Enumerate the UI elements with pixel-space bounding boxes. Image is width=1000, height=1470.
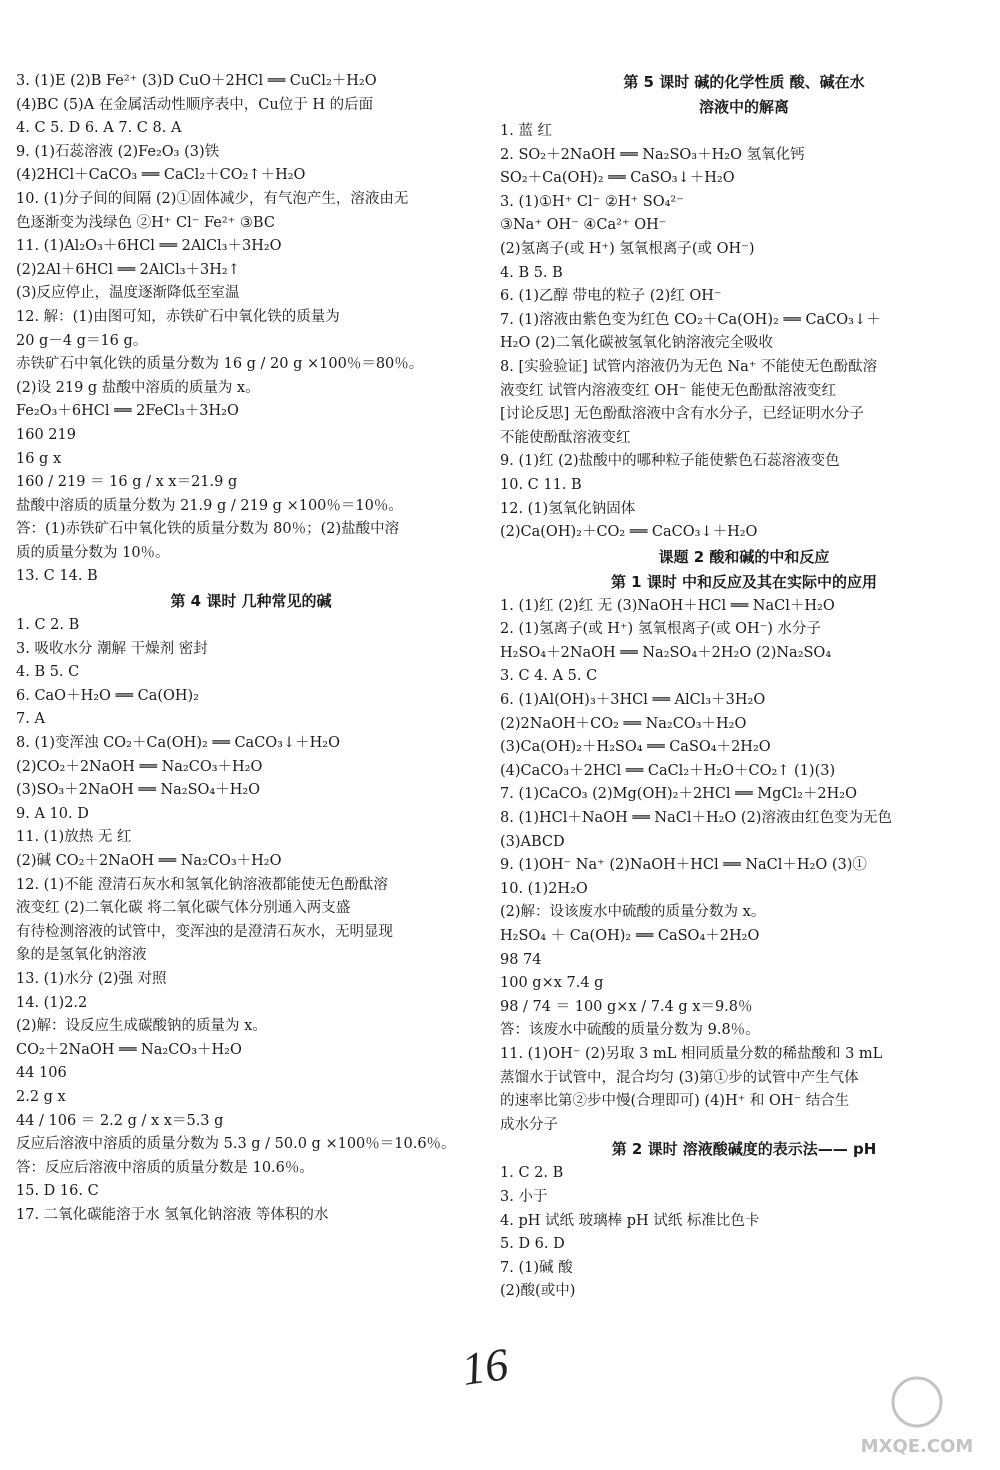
- answer-line: 10. (1)2H₂O: [500, 880, 588, 897]
- answer-line: 1. C 2. B: [16, 617, 80, 634]
- answer-line: 8. (1)HCl＋NaOH ══ NaCl＋H₂O (2)溶液由红色变为无色: [500, 810, 892, 827]
- section-heading: 溶液中的解离: [698, 98, 789, 116]
- answer-line: (3)SO₃＋2NaOH ══ Na₂SO₄＋H₂O: [16, 782, 261, 799]
- left-column: [16, 70, 486, 1228]
- answer-line: 12. 解：(1)由图可知，赤铁矿石中氧化铁的质量为: [16, 308, 340, 325]
- answer-line: 98 / 74 ＝ 100 g×x / 7.4 g x＝9.8％: [500, 998, 753, 1015]
- answer-line: 3. 小于: [500, 1188, 548, 1205]
- answer-line: (2)2Al＋6HCl ══ 2AlCl₃＋3H₂↑: [16, 261, 240, 278]
- answer-line: 不能使酚酞溶液变红: [500, 429, 631, 446]
- answer-line: (4)BC (5)A 在金属活动性顺序表中，Cu位于 H 的后面: [16, 96, 374, 113]
- answer-line: (4)2HCl＋CaCO₃ ══ CaCl₂＋CO₂↑＋H₂O: [16, 167, 306, 184]
- answer-line: 3. C 4. A 5. C: [500, 668, 598, 685]
- answer-line: (2)Ca(OH)₂＋CO₂ ══ CaCO₃↓＋H₂O: [500, 524, 758, 541]
- answer-line: 答：(1)赤铁矿石中氧化铁的质量分数为 80％；(2)盐酸中溶: [16, 521, 400, 538]
- answer-line: 9. (1)红 (2)盐酸中的哪种粒子能使紫色石蕊溶液变色: [500, 453, 840, 470]
- answer-line: H₂SO₄＋2NaOH ══ Na₂SO₄＋2H₂O (2)Na₂SO₄: [500, 644, 832, 661]
- answer-line: 12. (1)不能 澄清石灰水和氢氧化钠溶液都能使无色酚酞溶: [16, 876, 388, 893]
- answer-line: 10. (1)分子间的间隔 (2)①固体减少，有气泡产生，溶液由无: [16, 190, 409, 207]
- answer-line: 色逐渐变为浅绿色 ②H⁺ Cl⁻ Fe²⁺ ③BC: [16, 214, 275, 231]
- answer-line: 4. pH 试纸 玻璃棒 pH 试纸 标准比色卡: [500, 1212, 760, 1229]
- answer-line: 3. (1)E (2)B Fe²⁺ (3)D CuO＋2HCl ══ CuCl₂＋H₂O: [16, 73, 377, 89]
- answer-line: 11. (1)放热 无 红: [16, 829, 132, 846]
- watermark-circle: [893, 1378, 941, 1426]
- answer-line: (4)CaCO₃＋2HCl ══ CaCl₂＋H₂O＋CO₂↑ (1)(3): [500, 762, 836, 779]
- answer-line: 1. C 2. B: [500, 1165, 564, 1182]
- answer-line: 160 / 219 ＝ 16 g / x x＝21.9 g: [16, 474, 238, 491]
- answer-line: 15. D 16. C: [16, 1183, 99, 1200]
- answer-line: 100 g×x 7.4 g: [500, 975, 604, 992]
- answer-line: 液变红 (2)二氧化碳 将二氧化碳气体分别通入两支盛: [16, 900, 351, 917]
- answer-line: 5. D 6. D: [500, 1236, 565, 1253]
- answer-line: 象的是氢氧化钠溶液: [16, 947, 147, 964]
- answer-line: 12. (1)氢氧化钠固体: [500, 500, 636, 517]
- answer-line: (3)反应停止，温度逐渐降低至室温: [16, 285, 240, 302]
- answer-line: 11. (1)OH⁻ (2)另取 3 mL 相同质量分数的稀盐酸和 3 mL: [500, 1045, 883, 1062]
- watermark-text: MXQE.COM: [860, 1436, 974, 1457]
- answer-line: (2)碱 CO₂＋2NaOH ══ Na₂CO₃＋H₂O: [16, 853, 282, 869]
- answer-line: 3. 吸收水分 潮解 干燥剂 密封: [16, 640, 208, 657]
- answer-line: 44 / 106 ＝ 2.2 g / x x＝5.3 g: [16, 1112, 224, 1129]
- answer-line: 8. (1)变浑浊 CO₂＋Ca(OH)₂ ══ CaCO₃↓＋H₂O: [16, 735, 340, 752]
- answer-line: 9. A 10. D: [16, 805, 89, 822]
- answer-line: 2. SO₂＋2NaOH ══ Na₂SO₃＋H₂O 氢氧化钙: [500, 146, 805, 163]
- answer-line: 6. (1)乙醇 带电的粒子 (2)红 OH⁻: [500, 288, 722, 305]
- right-column: [500, 70, 988, 1304]
- answer-line: 13. C 14. B: [16, 568, 98, 585]
- answer-line: 160 219: [16, 426, 76, 443]
- answer-line: 6. (1)Al(OH)₃＋3HCl ══ AlCl₃＋3H₂O: [500, 692, 766, 709]
- answer-line: 2.2 g x: [16, 1088, 66, 1105]
- answer-line: 质的质量分数为 10％。: [16, 544, 170, 561]
- answer-line: 7. (1)溶液由紫色变为红色 CO₂＋Ca(OH)₂ ══ CaCO₃↓＋: [500, 311, 881, 328]
- answer-line: (3)ABCD: [500, 833, 565, 850]
- answer-line: 赤铁矿石中氧化铁的质量分数为 16 g / 20 g ×100％＝80％。: [16, 356, 424, 373]
- answer-line: 2. (1)氢离子(或 H⁺) 氢氧根离子(或 OH⁻) 水分子: [500, 621, 822, 638]
- answer-line: 4. B 5. C: [16, 664, 80, 681]
- answer-line: ③Na⁺ OH⁻ ④Ca²⁺ OH⁻: [500, 217, 667, 234]
- answer-line: 的速率比第②步中慢(合理即可) (4)H⁺ 和 OH⁻ 结合生: [500, 1093, 850, 1110]
- answer-line: (2)设 219 g 盐酸中溶质的质量为 x。: [16, 379, 260, 396]
- watermark-logo: [842, 1372, 992, 1462]
- answer-line: 4. B 5. B: [500, 264, 563, 281]
- answer-line: 反应后溶液中溶质的质量分数为 5.3 g / 50.0 g ×100％＝10.6％。: [16, 1136, 456, 1153]
- answer-line: 有待检测溶液的试管中，变浑浊的是澄清石灰水，无明显现: [16, 923, 393, 940]
- answer-line: 7. (1)CaCO₃ (2)Mg(OH)₂＋2HCl ══ MgCl₂＋2H₂O: [500, 786, 857, 803]
- answer-line: 98 74: [500, 951, 542, 968]
- answer-line: 14. (1)2.2: [16, 994, 88, 1011]
- answer-line: [讨论反思] 无色酚酞溶液中含有水分子，已经证明水分子: [500, 406, 864, 423]
- answer-line: 16 g x: [16, 450, 62, 467]
- section-heading: 第 4 课时 几种常见的碱: [170, 592, 332, 611]
- answer-line: (3)Ca(OH)₂＋H₂SO₄ ══ CaSO₄＋2H₂O: [500, 739, 771, 756]
- answer-line: (2)解：设该废水中硫酸的质量分数为 x。: [500, 904, 766, 921]
- answer-line: 4. C 5. D 6. A 7. C 8. A: [16, 120, 182, 137]
- page-number: 16: [458, 1338, 512, 1395]
- answer-line: (2)解：设反应生成碳酸钠的质量为 x。: [16, 1018, 267, 1035]
- answer-line: 液变红 试管内溶液变红 OH⁻ 能使无色酚酞溶液变红: [500, 382, 837, 399]
- section-heading: 第 2 课时 溶液酸碱度的表示法—— pH: [611, 1140, 877, 1159]
- answer-line: 答：该废水中硫酸的质量分数为 9.8％。: [500, 1022, 760, 1039]
- answer-line: 20 g－4 g＝16 g。: [16, 332, 148, 349]
- answer-line: Fe₂O₃＋6HCl ══ 2FeCl₃＋3H₂O: [16, 403, 239, 420]
- answer-line: 44 106: [16, 1065, 67, 1082]
- answer-line: 1. 蓝 红: [500, 123, 553, 139]
- answer-line: 9. (1)石蕊溶液 (2)Fe₂O₃ (3)铁: [16, 143, 220, 160]
- answer-line: (2)CO₂＋2NaOH ══ Na₂CO₃＋H₂O: [16, 758, 263, 775]
- answer-line: CO₂＋2NaOH ══ Na₂CO₃＋H₂O: [16, 1041, 242, 1058]
- answer-line: H₂SO₄ ＋ Ca(OH)₂ ══ CaSO₄＋2H₂O: [500, 928, 760, 944]
- answer-line: 9. (1)OH⁻ Na⁺ (2)NaOH＋HCl ══ NaCl＋H₂O (3)①: [500, 857, 867, 874]
- answer-line: 答：反应后溶液中溶质的质量分数是 10.6％。: [16, 1159, 314, 1176]
- answer-line: (2)酸(或中): [500, 1283, 576, 1300]
- answer-line: 13. (1)水分 (2)强 对照: [16, 970, 167, 987]
- section-heading: 第 5 课时 碱的化学性质 酸、碱在水: [623, 73, 865, 91]
- section-heading: 第 1 课时 中和反应及其在实际中的应用: [610, 572, 878, 591]
- answer-line: 7. A: [16, 711, 45, 728]
- answer-line: 1. (1)红 (2)红 无 (3)NaOH＋HCl ══ NaCl＋H₂O: [500, 597, 835, 614]
- section-heading: 课题 2 酸和碱的中和反应: [658, 547, 830, 566]
- answer-line: (2)氢离子(或 H⁺) 氢氧根离子(或 OH⁻): [500, 240, 755, 257]
- answer-line: 8. [实验验证] 试管内溶液仍为无色 Na⁺ 不能使无色酚酞溶: [500, 358, 878, 375]
- answer-line: SO₂＋Ca(OH)₂ ══ CaSO₃↓＋H₂O: [500, 170, 735, 187]
- answer-line: 盐酸中溶质的质量分数为 21.9 g / 219 g ×100％＝10％。: [16, 497, 403, 514]
- answer-line: 11. (1)Al₂O₃＋6HCl ══ 2AlCl₃＋3H₂O: [16, 238, 282, 255]
- answer-line: 成水分子: [500, 1116, 558, 1133]
- answer-line: 17. 二氧化碳能溶于水 氢氧化钠溶液 等体积的水: [16, 1206, 329, 1223]
- answer-line: (2)2NaOH＋CO₂ ══ Na₂CO₃＋H₂O: [500, 715, 747, 732]
- answer-line: 10. C 11. B: [500, 476, 582, 493]
- answer-line: H₂O (2)二氧化碳被氢氧化钠溶液完全吸收: [500, 335, 773, 352]
- answer-line: 3. (1)①H⁺ Cl⁻ ②H⁺ SO₄²⁻: [500, 193, 684, 210]
- answer-line: 7. (1)碱 酸: [500, 1259, 573, 1276]
- answer-line: 蒸馏水于试管中，混合均匀 (3)第①步的试管中产生气体: [500, 1069, 859, 1086]
- answer-line: 6. CaO＋H₂O ══ Ca(OH)₂: [16, 687, 199, 704]
